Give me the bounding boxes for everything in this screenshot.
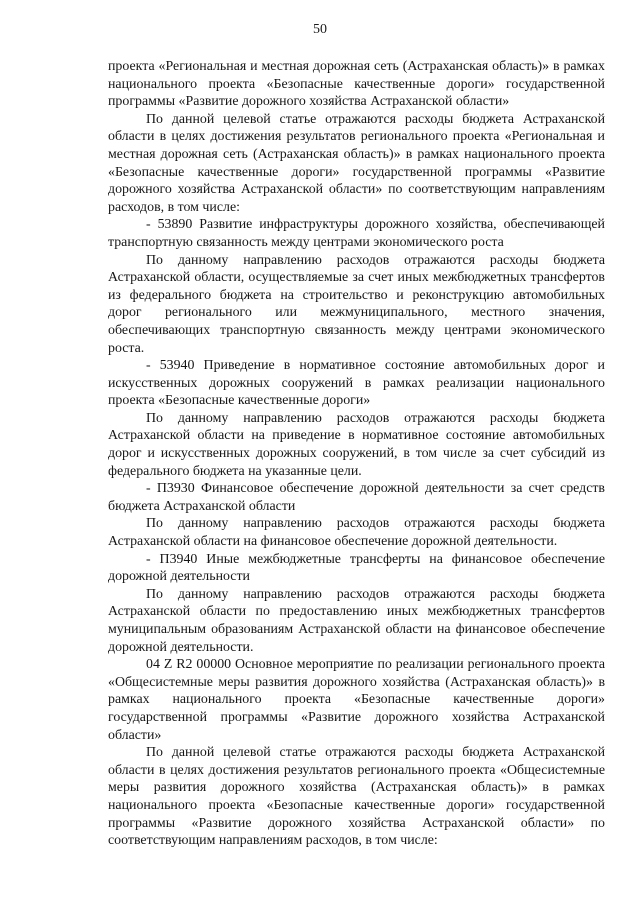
document-body <box>108 58 605 850</box>
paragraph-target-article-04zr2-description: По данной целевой статье отражаются расходы бюджета Астраханской области в целях достижения результатов регионального проекта «Общесистемные меры развития дорожного хозяйства (Астраханская область)» в рамках национального проекта «Безопасные качественные дороги» государственной программы «Развитие дорожного хозяйства Астраханской области» по соответствующим направлениям расходов, в том числе: <box>108 745 605 849</box>
page-number: 50 <box>313 22 327 37</box>
paragraph-continuation: проекта «Региональная и местная дорожная сеть (Астраханская область)» в рамках национального проекта «Безопасные качественные дороги» государственной программы «Развитие дорожного хозяйства Астраханской области» <box>108 59 605 110</box>
paragraph-expense-description-p3930: По данному направлению расходов отражаются расходы бюджета Астраханской области на финансовое обеспечение дорожной деятельности. <box>108 516 605 550</box>
paragraph-target-article-04zr2: 04 Z R2 00000 Основное мероприятие по реализации регионального проекта «Общесистемные меры развития дорожного хозяйства (Астраханская область)» в рамках национального проекта «Безопасные качественные дороги» государственной программы «Развитие дорожного хозяйства Астраханской области» <box>108 657 605 743</box>
paragraph-expense-description-53940: По данному направлению расходов отражаются расходы бюджета Астраханской области на приведение в нормативное состояние автомобильных дорог и искусственных дорожных сооружений, в том числе за счет субсидий из федерального бюджета на указанные цели. <box>108 410 605 479</box>
paragraph-expense-description-p3940: По данному направлению расходов отражаются расходы бюджета Астраханской области по предоставлению иных межбюджетных трансфертов муниципальным образованиям Астраханской области на финансовое обеспечение дорожной деятельности. <box>108 586 605 655</box>
paragraph-expense-code-53940: - 53940 Приведение в нормативное состояние автомобильных дорог и искусственных дорожных сооружений в рамках реализации национального проекта «Безопасные качественные дороги» <box>108 358 605 409</box>
paragraph-target-article-description: По данной целевой статье отражаются расходы бюджета Астраханской области в целях достижения результатов регионального проекта «Региональная и местная дорожная сеть (Астраханская область)» в рамках национального проекта «Безопасные качественные дороги» государственной программы «Развитие дорожного хозяйства Астраханской области» по соответствующим направлениям расходов, в том числе: <box>108 111 605 215</box>
paragraph-expense-code-53890: - 53890 Развитие инфраструктуры дорожного хозяйства, обеспечивающей транспортную связанность между центрами экономического роста <box>108 217 605 250</box>
paragraph-expense-description-53890: По данному направлению расходов отражаются расходы бюджета Астраханской области, осуществляемые за счет иных межбюджетных трансфертов из федерального бюджета на строительство и реконструкцию автомобильных дорог регионального или межмуниципального, местного значения, обеспечивающих транспортную связанность между центрами экономического роста. <box>108 252 605 356</box>
paragraph-expense-code-p3940: - П3940 Иные межбюджетные трансферты на финансовое обеспечение дорожной деятельности <box>108 551 605 585</box>
paragraph-expense-code-p3930: - П3930 Финансовое обеспечение дорожной деятельности за счет средств бюджета Астраханской области <box>108 481 605 514</box>
